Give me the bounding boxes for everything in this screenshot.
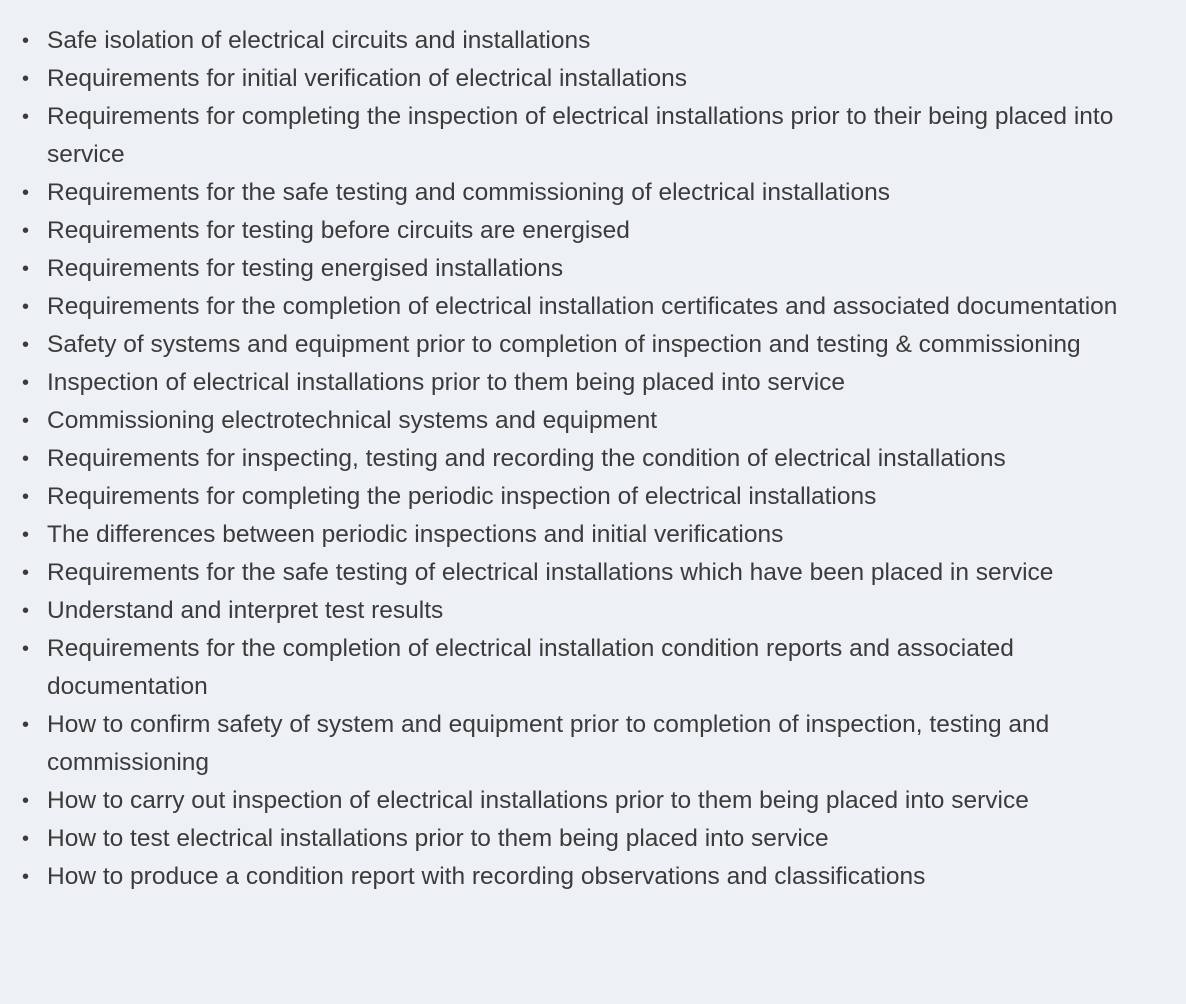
bullet-icon: • xyxy=(22,562,30,584)
list-item xyxy=(22,820,1167,858)
list-item xyxy=(22,592,1167,630)
bullet-icon: • xyxy=(22,182,30,204)
list-item-text: How to carry out inspection of electrical installations prior to them being placed into service xyxy=(47,787,1029,814)
topics-list xyxy=(0,22,1186,896)
list-item xyxy=(22,706,1167,782)
list-item-text: Safety of systems and equipment prior to completion of inspection and testing & commissioning xyxy=(47,331,1081,358)
list-item-text: Commissioning electrotechnical systems and equipment xyxy=(47,407,658,434)
bullet-icon: • xyxy=(22,30,30,52)
list-item xyxy=(22,402,1167,440)
list-item xyxy=(22,288,1167,326)
list-item xyxy=(22,630,1167,706)
list-item-text: Requirements for testing energised installations xyxy=(47,255,564,282)
list-item-text: Requirements for completing the inspection of electrical installations prior to their being placed into service xyxy=(47,103,1114,168)
list-item xyxy=(22,250,1167,288)
bullet-icon: • xyxy=(22,524,30,546)
list-item-text: Understand and interpret test results xyxy=(47,597,444,624)
list-item-text: Requirements for initial verification of electrical installations xyxy=(47,65,688,92)
list-item-text: How to test electrical installations prior to them being placed into service xyxy=(47,825,829,852)
bullet-icon: • xyxy=(22,68,30,90)
list-item xyxy=(22,516,1167,554)
bullet-icon: • xyxy=(22,410,30,432)
list-item xyxy=(22,326,1167,364)
list-item xyxy=(22,364,1167,402)
list-item-text: Requirements for testing before circuits are energised xyxy=(47,217,630,244)
bullet-icon: • xyxy=(22,600,30,622)
bullet-icon: • xyxy=(22,828,30,850)
list-item-text: Requirements for inspecting, testing and recording the condition of electrical installations xyxy=(47,445,1006,472)
list-item-text: The differences between periodic inspections and initial verifications xyxy=(47,521,784,548)
list-item xyxy=(22,174,1167,212)
list-item-text: Requirements for the safe testing and commissioning of electrical installations xyxy=(47,179,890,206)
list-item xyxy=(22,554,1167,592)
list-item-text: Requirements for the completion of electrical installation condition reports and associated documentation xyxy=(47,635,1014,700)
bullet-icon: • xyxy=(22,258,30,280)
list-item xyxy=(22,858,1167,896)
list-item-text: Safe isolation of electrical circuits and installations xyxy=(47,27,591,54)
bullet-icon: • xyxy=(22,372,30,394)
list-item xyxy=(22,440,1167,478)
list-item xyxy=(22,60,1167,98)
bullet-icon: • xyxy=(22,638,30,660)
bullet-icon: • xyxy=(22,220,30,242)
bullet-icon: • xyxy=(22,714,30,736)
list-item-text: How to confirm safety of system and equipment prior to completion of inspection, testing and commissioning xyxy=(47,711,1050,776)
bullet-icon: • xyxy=(22,486,30,508)
list-item xyxy=(22,212,1167,250)
list-item-text: Inspection of electrical installations prior to them being placed into service xyxy=(47,369,846,396)
list-item xyxy=(22,22,1167,60)
list-item xyxy=(22,782,1167,820)
bullet-icon: • xyxy=(22,448,30,470)
list-item-text: Requirements for the safe testing of electrical installations which have been placed in service xyxy=(47,559,1054,586)
bullet-icon: • xyxy=(22,334,30,356)
bullet-icon: • xyxy=(22,866,30,888)
list-item-text: Requirements for completing the periodic inspection of electrical installations xyxy=(47,483,877,510)
bullet-icon: • xyxy=(22,106,30,128)
list-item-text: How to produce a condition report with recording observations and classifications xyxy=(47,863,926,890)
list-item xyxy=(22,98,1167,174)
topics-content xyxy=(0,22,1186,896)
bullet-icon: • xyxy=(22,296,30,318)
list-item-text: Requirements for the completion of electrical installation certificates and associated documentation xyxy=(47,293,1118,320)
list-item xyxy=(22,478,1167,516)
bullet-icon: • xyxy=(22,790,30,812)
